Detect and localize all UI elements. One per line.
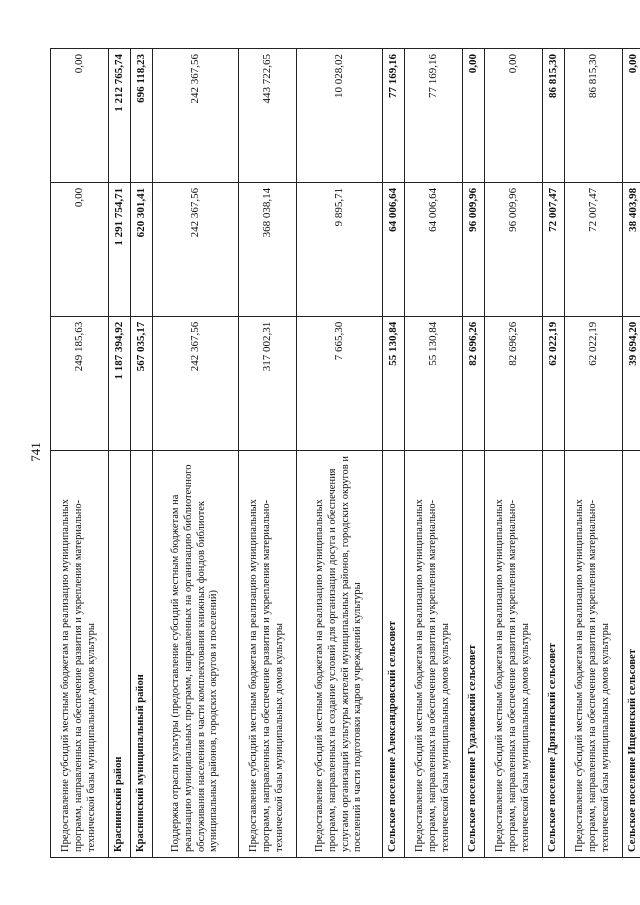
row-description: Сельское поселение Александровский сельсовет xyxy=(383,450,405,857)
row-amount-v1: 82 696,26 xyxy=(463,316,485,450)
row-amount-v1: 567 035,17 xyxy=(131,316,153,450)
row-amount-v2: 368 038,14 xyxy=(239,182,297,316)
table-row xyxy=(297,48,383,857)
row-amount-v3: 0,00 xyxy=(485,48,543,182)
row-description: Предоставление субсидий местным бюджетам на реализацию муниципальных программ, направленных на обеспечение развития и укрепления материально-технической базы муниципальных домов культуры xyxy=(565,450,623,857)
row-description: Сельское поселение Гудаловский сельсовет xyxy=(463,450,485,857)
row-amount-v2: 64 006,64 xyxy=(405,182,463,316)
row-description: Поддержка отрасли культуры (предоставление субсидий местным бюджетам на реализацию муниципальных программ, направленных на организацию библиотечного обслуживания населения в части комплектования книжных фондов библиотек муниципальных районов, городских округов и поселений) xyxy=(153,450,239,857)
row-description: Предоставление субсидий местным бюджетам на реализацию муниципальных программ, направленных на обеспечение развития и укрепления материально-технической базы муниципальных домов культуры xyxy=(239,450,297,857)
table-row-total xyxy=(543,48,565,857)
table-row xyxy=(153,48,239,857)
table-row-total xyxy=(383,48,405,857)
row-amount-v1: 62 022,19 xyxy=(543,316,565,450)
table-row-total xyxy=(623,48,640,857)
row-description: Предоставление субсидий местным бюджетам на реализацию муниципальных программ, направленных на обеспечение развития и укрепления материально-технической базы муниципальных домов культуры xyxy=(51,450,109,857)
row-amount-v2: 38 403,98 xyxy=(623,182,640,316)
row-amount-v2: 0,00 xyxy=(51,182,109,316)
row-amount-v2: 1 291 754,71 xyxy=(109,182,131,316)
row-amount-v3: 242 367,56 xyxy=(153,48,239,182)
table-row xyxy=(51,48,109,857)
row-amount-v2: 9 895,71 xyxy=(297,182,383,316)
budget-table xyxy=(50,48,640,858)
row-amount-v1: 55 130,84 xyxy=(383,316,405,450)
row-description: Сельское поселение Дрязгинский сельсовет xyxy=(543,450,565,857)
row-amount-v1: 55 130,84 xyxy=(405,316,463,450)
table-row xyxy=(485,48,543,857)
row-description: Краснинский район xyxy=(109,450,131,857)
row-amount-v3: 86 815,30 xyxy=(565,48,623,182)
table-row-total xyxy=(109,48,131,857)
row-description: Сельское поселение Ищеинский сельсовет xyxy=(623,450,640,857)
row-amount-v1: 242 367,56 xyxy=(153,316,239,450)
row-amount-v3: 696 118,23 xyxy=(131,48,153,182)
row-amount-v3: 77 169,16 xyxy=(405,48,463,182)
table-row xyxy=(565,48,623,857)
budget-table-body xyxy=(51,48,640,857)
row-amount-v2: 242 367,56 xyxy=(153,182,239,316)
row-amount-v3: 443 722,65 xyxy=(239,48,297,182)
row-amount-v1: 317 002,31 xyxy=(239,316,297,450)
row-amount-v1: 249 185,63 xyxy=(51,316,109,450)
row-amount-v2: 96 009,96 xyxy=(463,182,485,316)
row-amount-v1: 1 187 394,92 xyxy=(109,316,131,450)
row-amount-v1: 62 022,19 xyxy=(565,316,623,450)
row-amount-v3: 77 169,16 xyxy=(383,48,405,182)
row-amount-v2: 72 007,47 xyxy=(543,182,565,316)
row-amount-v3: 1 212 765,74 xyxy=(109,48,131,182)
row-amount-v3: 0,00 xyxy=(623,48,640,182)
row-amount-v1: 39 694,20 xyxy=(623,316,640,450)
row-amount-v1: 82 696,26 xyxy=(485,316,543,450)
table-row-total xyxy=(131,48,153,857)
row-description: Предоставление субсидий местным бюджетам на реализацию муниципальных программ, направленных на создание условий для организации досуга и обеспечения услугами организаций культуры жителей муниципальных районов, городских округов и поселений в части подготовки кадров учреждений культуры xyxy=(297,450,383,857)
page-number: 741 xyxy=(28,442,43,462)
rotated-table-container xyxy=(50,48,639,858)
row-description: Предоставление субсидий местным бюджетам на реализацию муниципальных программ, направленных на обеспечение развития и укрепления материально-технической базы муниципальных домов культуры xyxy=(485,450,543,857)
row-amount-v1: 7 665,30 xyxy=(297,316,383,450)
row-amount-v2: 64 006,64 xyxy=(383,182,405,316)
row-description: Краснинский муниципальный район xyxy=(131,450,153,857)
row-amount-v2: 620 301,41 xyxy=(131,182,153,316)
row-description: Предоставление субсидий местным бюджетам на реализацию муниципальных программ, направленных на обеспечение развития и укрепления материально-технической базы муниципальных домов культуры xyxy=(405,450,463,857)
table-row-total xyxy=(463,48,485,857)
row-amount-v3: 10 028,02 xyxy=(297,48,383,182)
row-amount-v3: 0,00 xyxy=(463,48,485,182)
row-amount-v3: 0,00 xyxy=(51,48,109,182)
table-row xyxy=(405,48,463,857)
row-amount-v2: 96 009,96 xyxy=(485,182,543,316)
row-amount-v3: 86 815,30 xyxy=(543,48,565,182)
table-row xyxy=(239,48,297,857)
row-amount-v2: 72 007,47 xyxy=(565,182,623,316)
